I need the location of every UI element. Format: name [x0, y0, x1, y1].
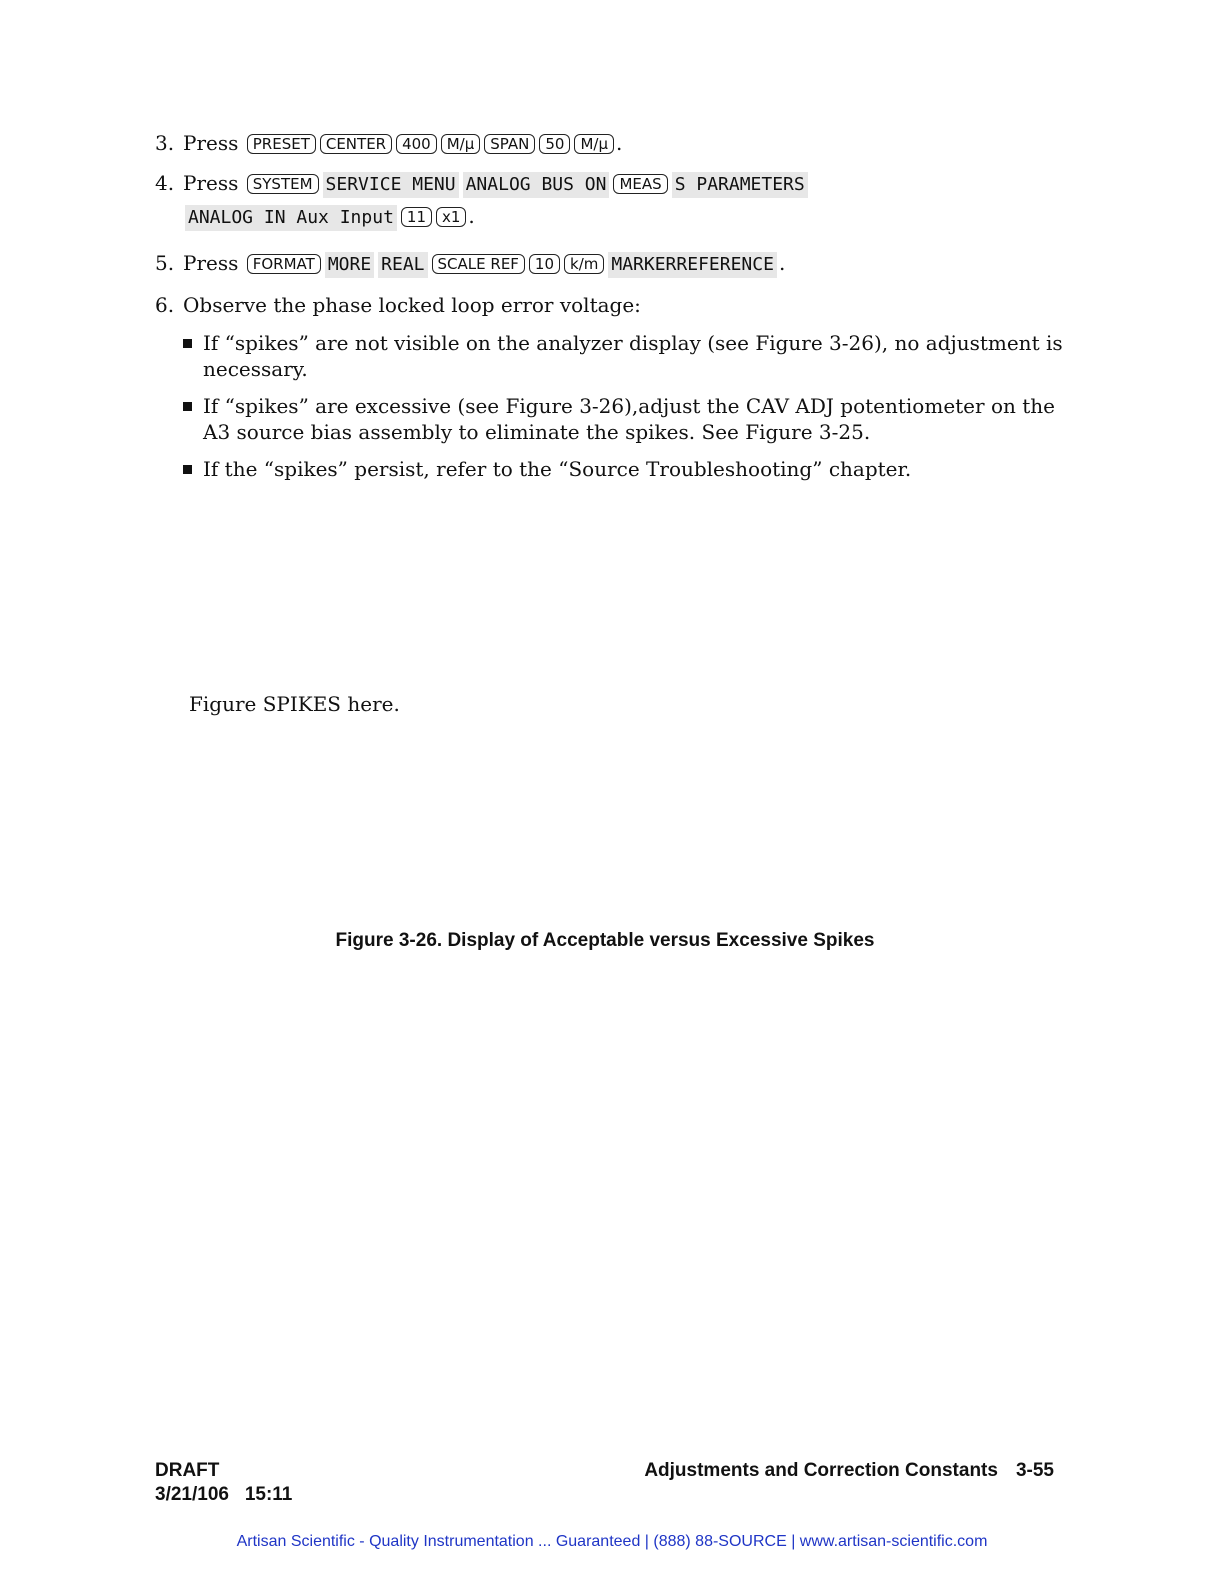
real-softkey: REAL — [378, 252, 427, 278]
footer-time: 15:11 — [244, 1484, 293, 1505]
step-4-continued — [183, 204, 475, 231]
analog-in-aux-input-softkey: ANALOG IN Aux Input — [185, 205, 397, 231]
footer-datetime — [155, 1483, 292, 1507]
step-number: 4. — [155, 171, 175, 195]
analog-bus-on-softkey: ANALOG BUS ON — [463, 172, 610, 198]
x1-key: x1 — [436, 207, 466, 227]
footer-right — [644, 1459, 1054, 1483]
kilo-milli-key: k/m — [564, 254, 604, 274]
step-number: 5. — [155, 251, 175, 275]
value-10-key: 10 — [529, 254, 560, 274]
s-parameters-softkey: S PARAMETERS — [672, 172, 808, 198]
center-key: CENTER — [320, 134, 392, 154]
mega-micro-key: M/μ — [441, 134, 481, 154]
step-text: Observe the phase locked loop error voltage: — [183, 293, 641, 317]
bullet-text: If “spikes” are not visible on the analyzer display (see Figure 3-26), no adjustment is necessary. — [203, 331, 1063, 381]
scale-ref-key: SCALE REF — [432, 254, 525, 274]
step-trail: . — [468, 204, 475, 228]
step-4 — [155, 171, 810, 198]
step-number: 6. — [155, 293, 175, 317]
step-6 — [155, 293, 641, 317]
system-key: SYSTEM — [247, 174, 319, 194]
value-11-key: 11 — [401, 207, 432, 227]
bullet-item — [183, 330, 1063, 382]
press-word: Press — [183, 251, 239, 275]
footer-date: 3/21/106 — [155, 1484, 229, 1505]
preset-key: PRESET — [247, 134, 316, 154]
press-word: Press — [183, 131, 239, 155]
meas-key: MEAS — [613, 174, 667, 194]
step-trail: . — [616, 131, 623, 155]
marker-reference-softkey: MARKERREFERENCE — [608, 252, 777, 278]
bullet-square-icon — [183, 465, 192, 474]
bullet-text: If the “spikes” persist, refer to the “Source Troubleshooting” chapter. — [203, 457, 912, 481]
bullet-square-icon — [183, 402, 192, 411]
mega-micro-key: M/μ — [574, 134, 614, 154]
page-number: 3-55 — [1015, 1460, 1054, 1481]
format-key: FORMAT — [247, 254, 321, 274]
vendor-banner[interactable]: Artisan Scientific - Quality Instrumentation ... Guaranteed | (888) 88-SOURCE | www.artisan-scientific.com — [236, 1533, 988, 1550]
bullet-item — [183, 456, 1063, 482]
footer-left — [155, 1459, 292, 1507]
draft-label: DRAFT — [155, 1460, 220, 1481]
step-number: 3. — [155, 131, 175, 155]
span-key: SPAN — [484, 134, 535, 154]
step-3 — [155, 131, 622, 155]
bullet-square-icon — [183, 339, 192, 348]
bullet-item — [183, 393, 1063, 445]
service-menu-softkey: SERVICE MENU — [323, 172, 459, 198]
value-50-key: 50 — [539, 134, 570, 154]
step-trail: . — [778, 251, 786, 275]
step-5 — [155, 251, 785, 278]
section-title: Adjustments and Correction Constants — [644, 1460, 998, 1481]
press-word: Press — [183, 171, 239, 195]
value-400-key: 400 — [396, 134, 437, 154]
bullet-text: If “spikes” are excessive (see Figure 3-26),adjust the CAV ADJ potentiometer on the A3 source bias assembly to eliminate the spikes. See Figure 3-25. — [203, 394, 1055, 444]
figure-placeholder: Figure SPIKES here. — [189, 692, 400, 716]
figure-caption: Figure 3-26. Display of Acceptable versus Excessive Spikes — [335, 930, 875, 951]
more-softkey: MORE — [325, 252, 374, 278]
